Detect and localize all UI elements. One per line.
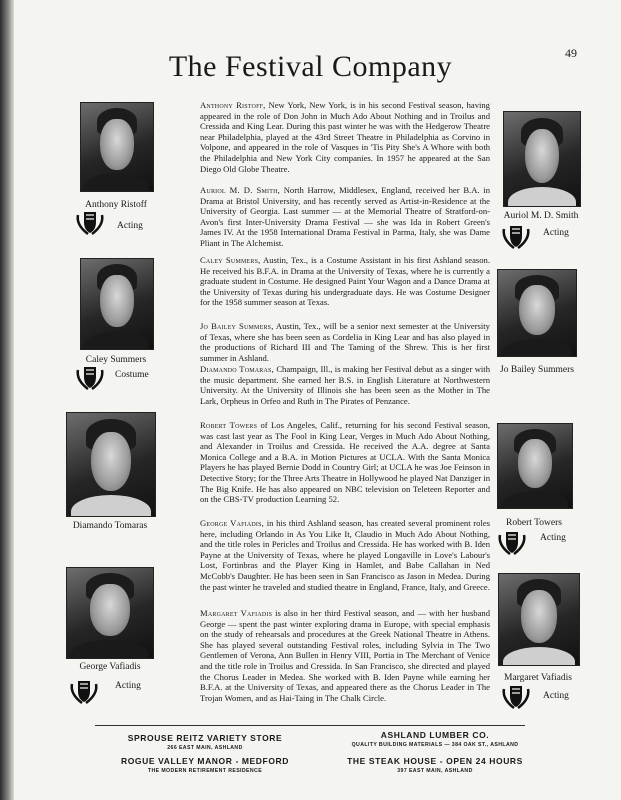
ad-subtitle: THE MODERN RETIREMENT RESIDENCE	[147, 768, 263, 774]
ad-subtitle: 397 EAST MAIN, ASHLAND	[397, 768, 473, 774]
shakespeare-shield-laurel-icon	[500, 221, 532, 251]
bio-paragraph	[200, 321, 490, 363]
member-name: Diamando Tomaras	[72, 521, 148, 531]
ad-name: THE STEAK HOUSE - OPEN 24 HOURS	[347, 756, 523, 766]
book-binding-shadow	[0, 0, 14, 800]
portrait-photo-george-vafiadis	[66, 567, 154, 659]
footer-divider	[95, 725, 525, 726]
portrait-photo-anthony-ristoff	[80, 102, 154, 192]
bio-text: in his third Ashland season, has created several prominent roles here, including Orlando in As You Like It, Claudio in Much Ado About Nothing, and the title roles in Pericles and Troilus and Cressida. He has worked with B. Iden Payne at the University of Texas, where he played Longaville in Love's Labour's Lost, Fortinbras and the Player King in Hamlet, and Babe Callahan in Ned McCobb's Daughter. He has been seen in San Francisco as Jason in Medea. During the past winter he traveled and studied theatre in England, France, Italy, and Greece.	[200, 518, 491, 592]
bio-paragraph	[200, 420, 490, 505]
shakespeare-shield-laurel-icon	[496, 527, 528, 557]
bio-lead: George Vafiadis,	[200, 518, 264, 528]
shakespeare-shield-laurel-icon	[68, 676, 100, 706]
member-role: Acting	[543, 691, 569, 701]
bio-text: Champaign, Ill., is making her Festival debut as a singer with the music department. She earned her B.S. in English Literature at Northwestern University. At the University of Illinois she has been seen as the Mother in The Lark, Orpheus in Orfeo and Ruth in The Pirates of Penzance.	[200, 364, 490, 406]
member-name: Anthony Ristoff	[85, 200, 147, 210]
bio-text: Austin, Tex., will be a senior next semester at the University of Texas, where she has been seen as Cordelia in King Lear and has also played in the productions of Richard III and The Taming of the Shrew. This is her first summer in Ashland.	[200, 321, 490, 363]
ad-name: ROGUE VALLEY MANOR - MEDFORD	[120, 756, 290, 766]
shakespeare-shield-laurel-icon	[74, 207, 106, 237]
ad-name: SPROUSE REITZ VARIETY STORE	[127, 733, 283, 743]
member-name: Caley Summers	[85, 355, 147, 365]
bio-paragraph	[200, 518, 490, 592]
bio-lead: Robert Towers	[200, 420, 258, 430]
bio-lead: Jo Bailey Summers,	[200, 321, 274, 331]
bio-lead: Margaret Vafiadis	[200, 608, 273, 618]
bio-lead: Anthony Ristoff,	[200, 100, 266, 110]
portrait-photo-caley-summers	[80, 258, 154, 350]
bio-paragraph	[200, 185, 490, 249]
ad-subtitle: QUALITY BUILDING MATERIALS — 384 OAK ST., ASHLAND	[351, 742, 519, 748]
bio-paragraph	[200, 364, 490, 406]
advertisement	[105, 733, 305, 751]
member-name: Auriol M. D. Smith	[503, 211, 579, 221]
bio-text: is also in her third Festival season, and — with her husband George — spent the past winter exploring drama in Europe, with special emphasis on the study of rehearsals and procedures at the Greek National Theatre in Athens. She has played several outstanding Festival roles, including Sylvia in The Two Gentlemen of Verona, Ann Bullen in Henry VIII, Portia in The Merchant of Venice and the title role in Troilus and Cressida. In San Francisco, she directed and played the Chorus Leader in Medea. She worked with B. Iden Payne while earning her B.F.A. at the University of Texas, and appeared there as the Chorus Leader in The Trojan Women, and as Hai-Taing in The Chalk Circle.	[200, 608, 490, 703]
member-role: Acting	[540, 533, 566, 543]
advertisement	[330, 730, 540, 748]
member-name: Margaret Vafiadis	[504, 673, 572, 683]
bio-lead: Auriol M. D. Smith,	[200, 185, 280, 195]
member-role: Acting	[115, 681, 141, 691]
bio-paragraph	[200, 255, 490, 308]
bio-lead: Caley Summers,	[200, 255, 261, 265]
ad-name: ASHLAND LUMBER CO.	[380, 730, 490, 740]
member-role: Costume	[115, 370, 149, 380]
advertisement	[330, 756, 540, 774]
bio-paragraph	[200, 608, 490, 703]
member-name: George Vafiadis	[79, 662, 141, 672]
bio-text: North Harrow, Middlesex, England, received her B.A. in Drama at Bristol University, and has recently served as Artist-in-Residence at the University of Georgia. Last summer — at the Memorial Theatre of Stratford-on-Avon's first Inter-University Drama Festival — she was Ida in Robert Green's James IV. At the 1958 International Drama Festival in Parma, Italy, she was Dame Pliant in The Alchemist.	[200, 185, 490, 248]
member-name: Robert Towers	[506, 518, 562, 528]
shakespeare-shield-laurel-icon	[500, 681, 532, 711]
portrait-photo-diamando-tomaras	[66, 412, 156, 517]
bio-text: New York, New York, is in his second Festival season, having appeared in the role of Don John in Much Ado About Nothing and in Troilus and Cressida and King Lear. During this past winter he was with the Hedgerow Theatre near Philadelphia, played at the 43rd Street Theatre in Philadelphia as Corvino in Volpone, and appeared in the role of Vasques in 'Tis Pity She's A Whore with both the Philadelphia and New York City companies. In 1957 he appeared at the San Diego Old Globe Theatre.	[200, 100, 490, 174]
member-role: Acting	[117, 221, 143, 231]
bio-paragraph	[200, 100, 490, 174]
page-title: The Festival Company	[168, 50, 453, 83]
bio-text: Austin, Tex., is a Costume Assistant in his first Ashland season. He received his B.F.A. in Drama at the University of Texas, where he is currently a graduate student in Costume. He designed Paint Your Wagon and a Dance Drama at the University of Texas during his undergraduate days. He was Costume Designer for the 1958 summer season at Texas.	[200, 255, 490, 308]
ad-subtitle: 266 EAST MAIN, ASHLAND	[167, 745, 243, 751]
shakespeare-shield-laurel-icon	[74, 362, 106, 392]
bio-lead: Diamando Tomaras,	[200, 364, 274, 374]
portrait-photo-jo-bailey-summers	[497, 269, 577, 357]
page-number: 49	[565, 46, 577, 60]
bio-text: of Los Angeles, Calif., returning for his second Festival season, was cast last year as The Fool in King Lear, Verges in Much Ado About Nothing, and Alexander in Troilus and Cressida. He received the A.A. degree at Santa Monica College and a B.A. in Motion Pictures at UCLA. With the Santa Monica Players he has played Bernie Dodd in Country Girl; at UCLA he was Joe Feinson in Detective Story; for the Three Arts Theatre in Hollywood he played Nat Danziger in The Big Knife. He has also appeared on NBC television on Teleteen Reporter and on the CBS-TV production Learning 52.	[200, 420, 490, 505]
portrait-photo-margaret-vafiadis	[498, 573, 580, 666]
advertisement	[100, 756, 310, 774]
member-role: Acting	[543, 228, 569, 238]
member-name: Jo Bailey Summers	[500, 365, 574, 375]
portrait-photo-auriol-smith	[503, 111, 581, 207]
portrait-photo-robert-towers	[497, 423, 573, 509]
